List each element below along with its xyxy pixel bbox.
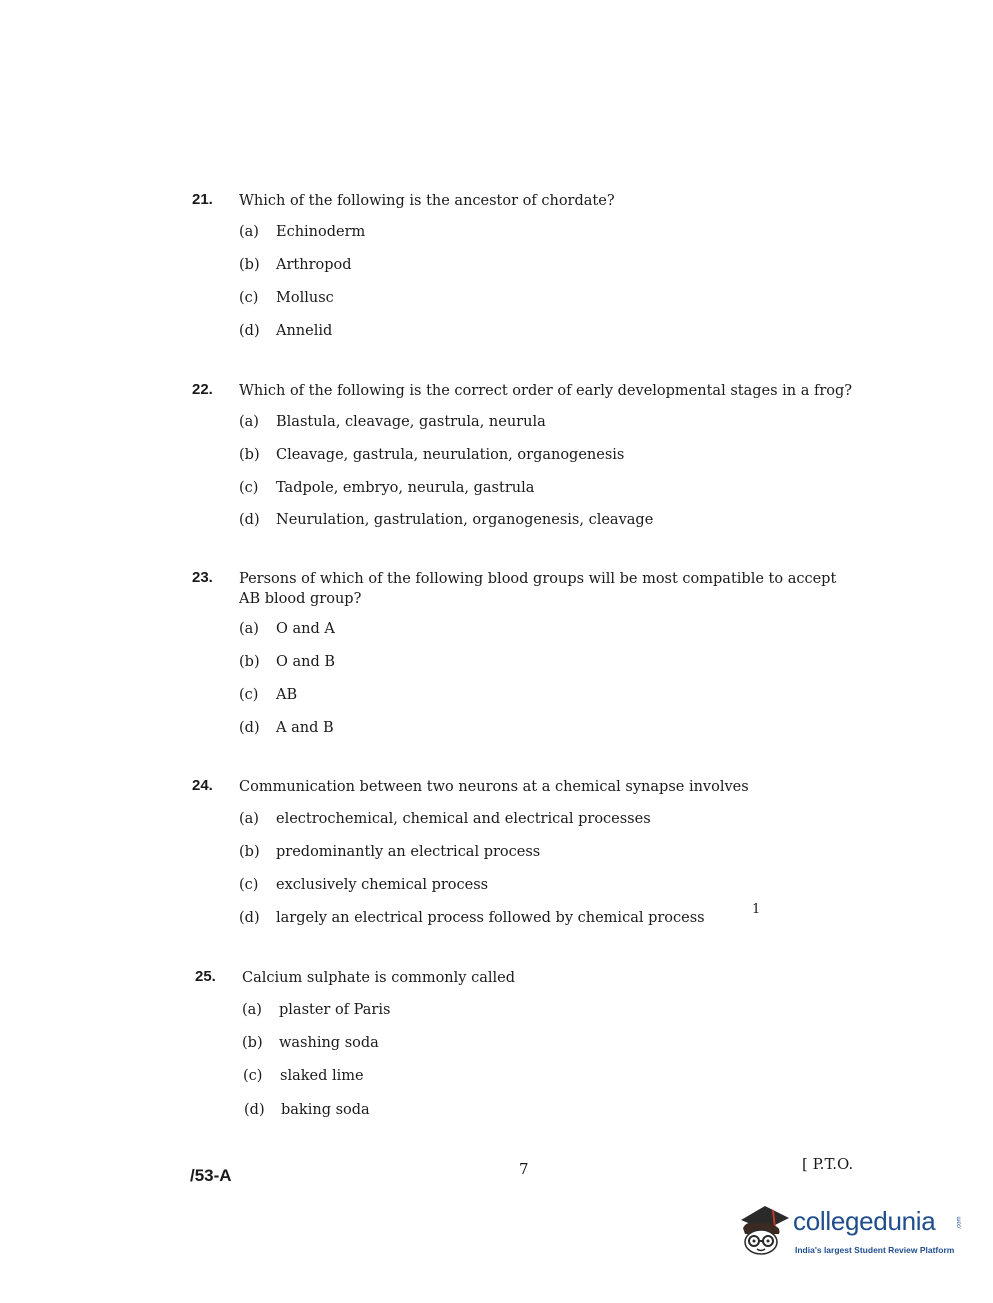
option-label: (b) [239, 447, 260, 463]
question-text: Calcium sulphate is commonly called [242, 970, 515, 986]
option-label: (d) [239, 512, 260, 528]
option-21-b [239, 257, 352, 273]
option-21-c [239, 290, 334, 306]
page-number: 7 [519, 1160, 529, 1178]
option-text: exclusively chemical process [276, 877, 489, 893]
option-text: baking soda [281, 1102, 370, 1118]
option-text: washing soda [279, 1035, 379, 1051]
option-text: Blastula, cleavage, gastrula, neurula [276, 414, 546, 430]
option-label: (b) [239, 844, 260, 860]
option-text: Echinoderm [276, 224, 366, 240]
option-22-c [239, 480, 534, 496]
question-text: Which of the following is the ancestor of chordate? [239, 193, 615, 209]
option-label: (c) [239, 480, 259, 496]
question-number: 25. [195, 968, 216, 985]
option-22-a [239, 414, 546, 430]
option-text: Cleavage, gastrula, neurulation, organogenesis [276, 447, 625, 463]
option-25-b [242, 1035, 379, 1051]
logo-wordmark: collegedunia [793, 1206, 936, 1236]
option-label: (a) [239, 621, 259, 637]
option-text: plaster of Paris [279, 1002, 391, 1018]
option-label: (c) [239, 290, 259, 306]
option-label: (d) [239, 323, 260, 339]
option-label: (d) [239, 720, 260, 736]
option-label: (a) [239, 224, 259, 240]
option-label: (c) [239, 877, 259, 893]
option-label: (c) [239, 687, 259, 703]
question-text: Communication between two neurons at a chemical synapse involves [239, 779, 749, 795]
question-text: Persons of which of the following blood groups will be most compatible to accept AB blood group? [239, 571, 837, 607]
option-label: (b) [239, 257, 260, 273]
option-25-a [242, 1002, 390, 1018]
collegedunia-logo [735, 1198, 965, 1268]
option-label: (a) [239, 811, 259, 827]
option-text: O and A [276, 621, 335, 637]
option-text: Mollusc [276, 290, 334, 306]
question-text: Which of the following is the correct order of early developmental stages in a frog? [239, 383, 853, 399]
option-label: (b) [242, 1035, 263, 1051]
question-number: 22. [192, 381, 213, 398]
option-text: largely an electrical process followed by chemical process [276, 910, 705, 926]
option-text: Annelid [276, 323, 333, 339]
option-label: (d) [244, 1102, 265, 1118]
option-label: (a) [242, 1002, 262, 1018]
option-22-b [239, 447, 624, 463]
option-25-d [244, 1102, 370, 1118]
option-text: electrochemical, chemical and electrical processes [276, 811, 651, 827]
logo-com: .com [956, 1216, 963, 1230]
option-22-d [239, 512, 653, 528]
option-text: AB [276, 687, 298, 703]
option-label: (b) [239, 654, 260, 670]
option-24-c [239, 877, 488, 893]
stray-mark: 1 [752, 902, 761, 917]
mascot-icon [735, 1198, 791, 1258]
option-text: Tadpole, embryo, neurula, gastrula [276, 480, 535, 496]
option-25-c [243, 1068, 364, 1084]
question-number: 23. [192, 569, 213, 586]
please-turn-over: [ P.T.O. [802, 1155, 854, 1173]
option-23-c [239, 687, 297, 703]
option-label: (d) [239, 910, 260, 926]
option-text: slaked lime [280, 1068, 364, 1084]
option-24-d [239, 910, 705, 926]
option-23-b [239, 654, 335, 670]
option-text: A and B [276, 720, 334, 736]
option-text: predominantly an electrical process [276, 844, 541, 860]
option-24-b [239, 844, 540, 860]
paper-code: /53-A [190, 1166, 232, 1185]
logo-tagline: India's largest Student Review Platform [795, 1245, 955, 1255]
option-23-d [239, 720, 334, 736]
option-24-a [239, 811, 651, 827]
option-21-d [239, 323, 332, 339]
option-label: (c) [243, 1068, 263, 1084]
option-text: O and B [276, 654, 336, 670]
question-number: 24. [192, 777, 213, 794]
option-text: Neurulation, gastrulation, organogenesis, cleavage [276, 512, 654, 528]
option-21-a [239, 224, 365, 240]
question-number: 21. [192, 191, 213, 208]
option-text: Arthropod [276, 257, 352, 273]
option-label: (a) [239, 414, 259, 430]
option-23-a [239, 621, 335, 637]
